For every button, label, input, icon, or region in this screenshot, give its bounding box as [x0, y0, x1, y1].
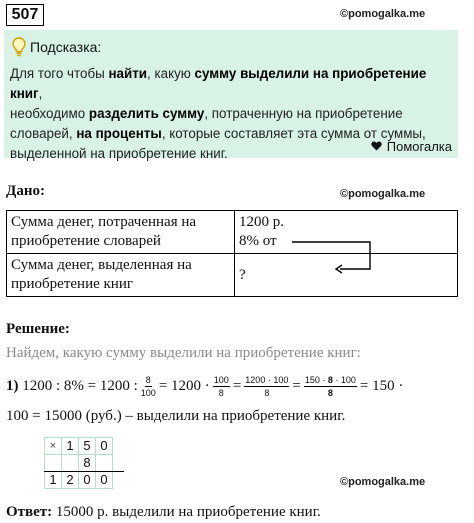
- heart-icon: [371, 139, 387, 154]
- given-label: Дано:: [6, 183, 45, 199]
- hint-box: [4, 30, 458, 161]
- step-number: 1): [6, 377, 19, 394]
- digit-cell: [62, 455, 79, 472]
- fraction: $\frac{150 \cdot 8 \cdot 100}{8}$: [304, 374, 356, 398]
- given-value-cell: ?: [235, 254, 458, 297]
- column-multiplication: [44, 437, 113, 489]
- watermark-given: ©pomogalka.me: [340, 188, 426, 200]
- answer-label: Ответ:: [6, 504, 53, 520]
- brand-name: Помогалка: [386, 139, 452, 154]
- hint-line: Для того чтобы найти, какую сумму выделили на приобретение книг,: [10, 66, 427, 101]
- lightbulb-icon: [12, 37, 26, 57]
- fraction: $\frac{100}{8}$: [213, 374, 229, 398]
- digit-cell: 1: [62, 438, 79, 455]
- brand-signature: [371, 139, 452, 154]
- table-row: [7, 211, 458, 254]
- given-label-cell: Сумма денег, выделенная на приобретение книг: [7, 254, 235, 297]
- equation-line-1: 1) 1200 : 8% = 1200 : $\frac{8}{100}$ = 1200 · $\frac{100}{8}$ = $\frac{1200 \cdot 100}{8}$ = $\frac{150 \cdot 8 \cdot 100}{8}$ = 150 ·: [6, 374, 404, 398]
- problem-number: 507: [6, 4, 44, 26]
- result-line: [44, 471, 124, 472]
- digit-cell: 5: [79, 438, 96, 455]
- digit-cell: 0: [96, 472, 113, 489]
- given-table: [6, 210, 458, 297]
- digit-cell: [96, 455, 113, 472]
- watermark-bottom: ©pomogalka.me: [340, 476, 426, 488]
- hint-title: Подсказка:: [30, 39, 102, 55]
- table-row: [7, 254, 458, 297]
- digit-cell: [45, 455, 62, 472]
- digit-cell: 8: [79, 455, 96, 472]
- hint-line: выделенной на приобретение книг.: [10, 146, 228, 161]
- digit-cell: 0: [79, 472, 96, 489]
- hint-line: необходимо разделить сумму, потраченную на приобретение: [10, 106, 403, 121]
- digit-cell: 0: [96, 438, 113, 455]
- digit-cell: 1: [45, 472, 62, 489]
- watermark-top: ©pomogalka.me: [340, 8, 426, 20]
- digit-cell: 2: [62, 472, 79, 489]
- answer: [6, 504, 321, 521]
- answer-text: 15000 р. выделили на приобретение книг.: [52, 504, 321, 520]
- equation-line-2: 100 = 15000 (руб.) – выделили на приобретение книг.: [6, 408, 346, 424]
- hint-line: словарей, на проценты, которые составляет эта сумма от суммы,: [10, 126, 426, 141]
- fraction: $\frac{1200 \cdot 100}{8}$: [245, 374, 289, 398]
- reference-arrow-icon: [290, 240, 380, 274]
- fraction: $\frac{8}{100}$: [140, 374, 156, 398]
- given-value-cell: 1200 р. 8% от: [235, 211, 458, 254]
- solution-intro: Найдем, какую сумму выделили на приобретение книг:: [6, 345, 361, 361]
- hint-header: [12, 37, 101, 57]
- multiply-sign: ×: [45, 438, 62, 455]
- solution-label: Решение:: [6, 321, 70, 337]
- given-label-cell: Сумма денег, потраченная на приобретение словарей: [7, 211, 235, 254]
